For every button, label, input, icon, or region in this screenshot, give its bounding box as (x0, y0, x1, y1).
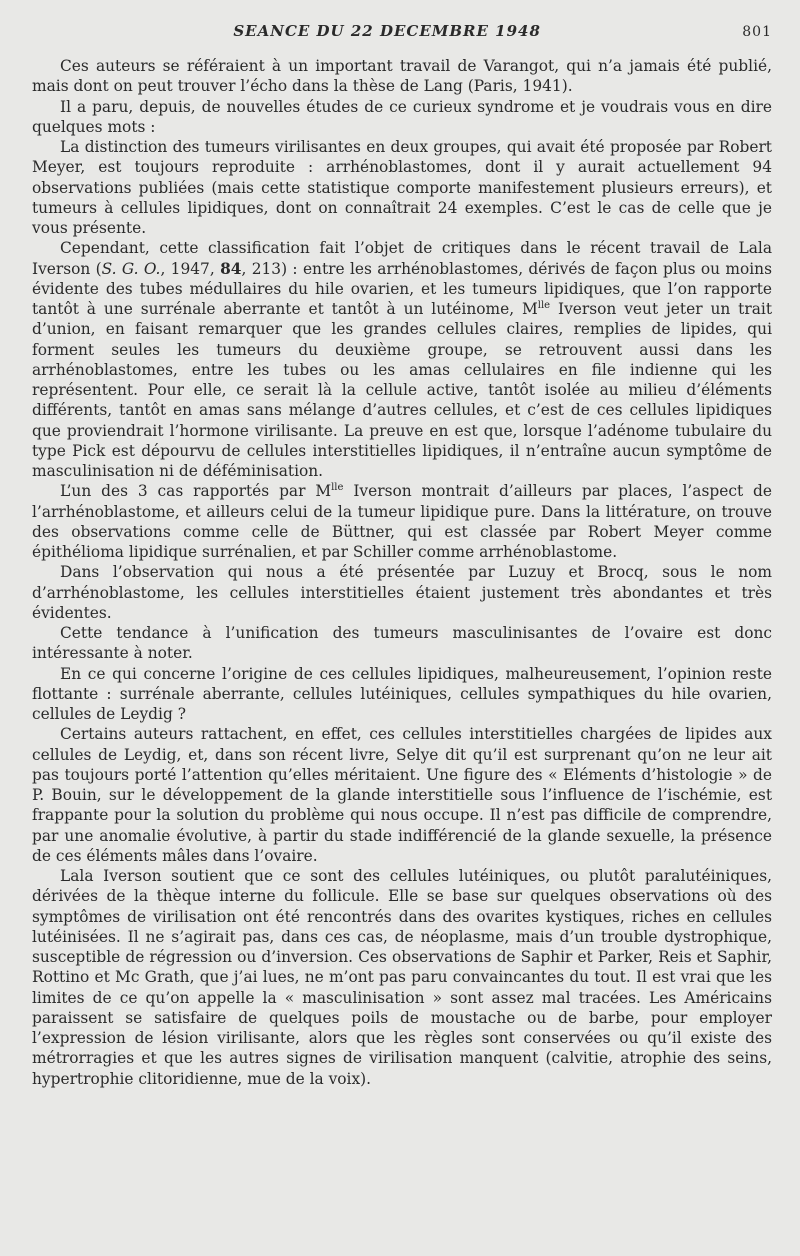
paragraph: Certains auteurs rattachent, en effet, ces cellules interstitielles chargées de lipides aux cellules de Leydig, et, dans son récent livre, Selye dit qu’il est surprenant qu’on ne leur ait pas toujours porté l’attention qu’elles méritaient. Une figure des « Eléments d’histologie » de P. Bouin, sur le développement de la glande interstitielle sous l’influence de l’ischémie, est frappante pour la solution du problème qui nous occupe. Il n’est pas difficile de comprendre, par une anomalie évolutive, à partir du stade indifférencié de la glande sexuelle, la présence de ces éléments mâles dans l’ovaire. (32, 725, 772, 865)
text-run: Iverson veut jeter un trait d’union, en faisant remarquer que les grandes cellules claires, remplies de lipides, qui forment seules les tumeurs du deuxième groupe, se retrouvent aussi dans les arrhénoblastomes, entre les tubes ou les amas cellulaires en file indienne qui les représentent. Pour elle, ce serait là la cellule active, tantôt isolée au milieu d’éléments différents, tantôt en amas sans mélange d’autres cellules, et c’est de ces cellules lipidiques que proviendrait l’hormone virilisante. La preuve en est que, lorsque l’adénome tubulaire du type Pick est dépourvu de cellules interstitielles lipidiques, il n’entraîne aucun symptôme de masculinisation ni de déféminisation. (32, 300, 772, 480)
journal-abbrev: S. G. O. (101, 259, 161, 278)
paragraph: Il a paru, depuis, de nouvelles études de ce curieux syndrome et je voudrais vous en dire quelques mots : (32, 97, 772, 136)
title-superscript: lle (331, 482, 344, 494)
paragraph: Cette tendance à l’unification des tumeurs masculinisantes de l’ovaire est donc intéressante à noter. (32, 624, 772, 663)
paragraph (32, 481, 772, 562)
paragraph: En ce qui concerne l’origine de ces cellules lipidiques, malheureusement, l’opinion reste flottante : surrénale aberrante, cellules lutéiniques, cellules sympathiques du hile ovarien, cellules de Leydig ? (32, 664, 772, 723)
paragraph: Dans l’observation qui nous a été présentée par Luzuy et Brocq, sous le nom d’arrhénoblastome, les cellules interstitielles étaient justement très abondantes et très évidentes. (32, 563, 772, 622)
paragraph (32, 238, 772, 481)
text-run: , 1947, (160, 259, 221, 278)
running-head: SEANCE DU 22 DECEMBRE 1948 (233, 22, 541, 40)
volume-number: 84 (220, 259, 242, 278)
title-superscript: lle (537, 299, 551, 311)
text-run: Cependant, cette classification fait l’objet de critiques dans le récent travail de Lala Iverson ( (32, 239, 772, 278)
text-run: L’un des 3 cas rapportés par M (60, 482, 332, 501)
page-header (32, 22, 772, 54)
article-body (32, 56, 772, 1089)
paragraph: La distinction des tumeurs virilisantes en deux groupes, qui avait été proposée par Robert Meyer, est toujours reproduite : arrhénoblastomes, dont il y aurait actuellement 94 observations publiées (mais cette statistique comporte manifestement plusieurs erreurs), et tumeurs à cellules lipidiques, dont on connaîtrait 24 exemples. C’est le cas de celle que je vous présente. (32, 138, 772, 237)
paragraph: Ces auteurs se référaient à un important travail de Varangot, qui n’a jamais été publié, mais dont on peut trouver l’écho dans la thèse de Lang (Paris, 1941). (32, 57, 772, 96)
text-run: Iverson montrait d’ailleurs par places, l’aspect de l’arrhénoblastome, et ailleurs celui de la tumeur lipidique pure. Dans la littérature, on trouve des observations comme celle de Büttner, qui est classée par Robert Meyer comme épithélioma lipidique surrénalien, et par Schiller comme arrhénoblastome. (32, 482, 772, 561)
text-run: , 213) : entre les arrhénoblastomes, dérivés de façon plus ou moins évidente des tubes médullaires du hile ovarien, et les tumeurs lipidiques, que l’on rapporte tantôt à une surrénale aberrante et tantôt à un lutéinome, M (32, 259, 772, 318)
page-number: 801 (742, 24, 772, 40)
paragraph: Lala Iverson soutient que ce sont des cellules lutéiniques, ou plutôt paralutéiniques, dérivées de la thèque interne du follicule. Elle se base sur quelques observations où des symptômes de virilisation ont été rencontrés dans des ovarites kystiques, riches en cellules lutéinisées. Il ne s’agirait pas, dans ces cas, de néoplasme, mais d’un trouble dystrophique, susceptible de régression ou d’inversion. Ces observations de Saphir et Parker, Reis et Saphir, Rottino et Mc Grath, que j’ai lues, ne m’ont pas paru convaincantes du tout. Il est vrai que les limites de ce qu’on appelle la « masculinisation » sont assez mal tracées. Les Américains paraissent se satisfaire de quelques poils de moustache ou de barbe, pour employer l’expression de lésion virilisante, alors que les règles sont conservées ou qu’il existe des métrorragies et que les autres signes de virilisation manquent (calvitie, atrophie des seins, hypertrophie clitoridienne, mue de la voix). (32, 867, 772, 1088)
